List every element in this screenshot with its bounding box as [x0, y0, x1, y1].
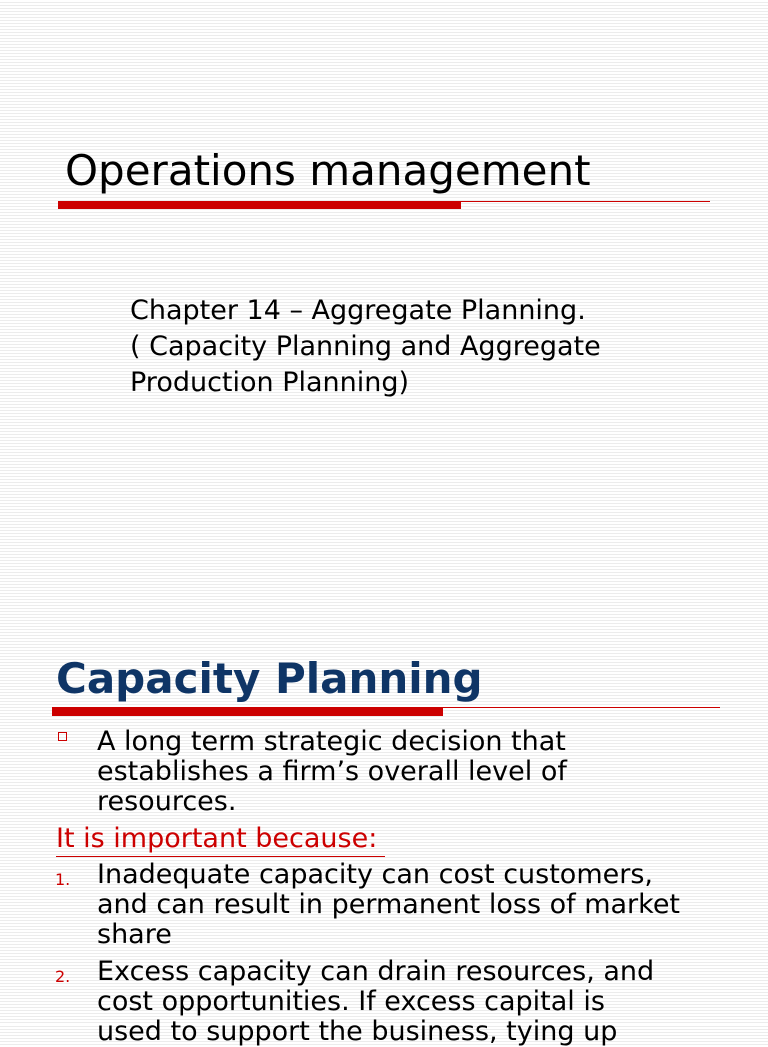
title-underline-thick	[52, 708, 443, 716]
list-item-line: Inadequate capacity can cost customers,	[97, 859, 653, 890]
slide-title: Capacity Planning	[56, 654, 483, 703]
hollow-square-bullet-icon	[58, 732, 67, 741]
slide-title: Operations management	[65, 146, 591, 195]
list-item-line: and can result in permanent loss of market	[97, 889, 681, 920]
subtitle-line: ( Capacity Planning and Aggregate	[130, 331, 601, 362]
bullet-line: resources.	[97, 786, 237, 817]
subtitle-line: Production Planning)	[130, 367, 410, 398]
list-item-line: used to support the business, tying up	[97, 1016, 618, 1047]
list-number: 1.	[55, 870, 71, 889]
bullet-line: establishes a firm’s overall level of	[97, 756, 567, 787]
list-item-line: Excess capacity can drain resources, and	[97, 956, 655, 987]
title-underline-thick	[58, 201, 461, 209]
bullet-line: A long term strategic decision that	[97, 726, 566, 757]
list-item	[97, 860, 680, 950]
list-item-line: share	[97, 919, 172, 950]
subtitle-line: Chapter 14 – Aggregate Planning.	[130, 295, 586, 326]
list-item	[97, 957, 654, 1047]
slide-capacity-planning	[0, 630, 768, 1047]
bullet-point	[97, 727, 567, 817]
slide-subtitle	[130, 293, 730, 401]
important-heading: It is important because:	[56, 822, 385, 857]
list-number: 2.	[55, 967, 71, 986]
list-item-line: cost opportunities. If excess capital is	[97, 986, 605, 1017]
